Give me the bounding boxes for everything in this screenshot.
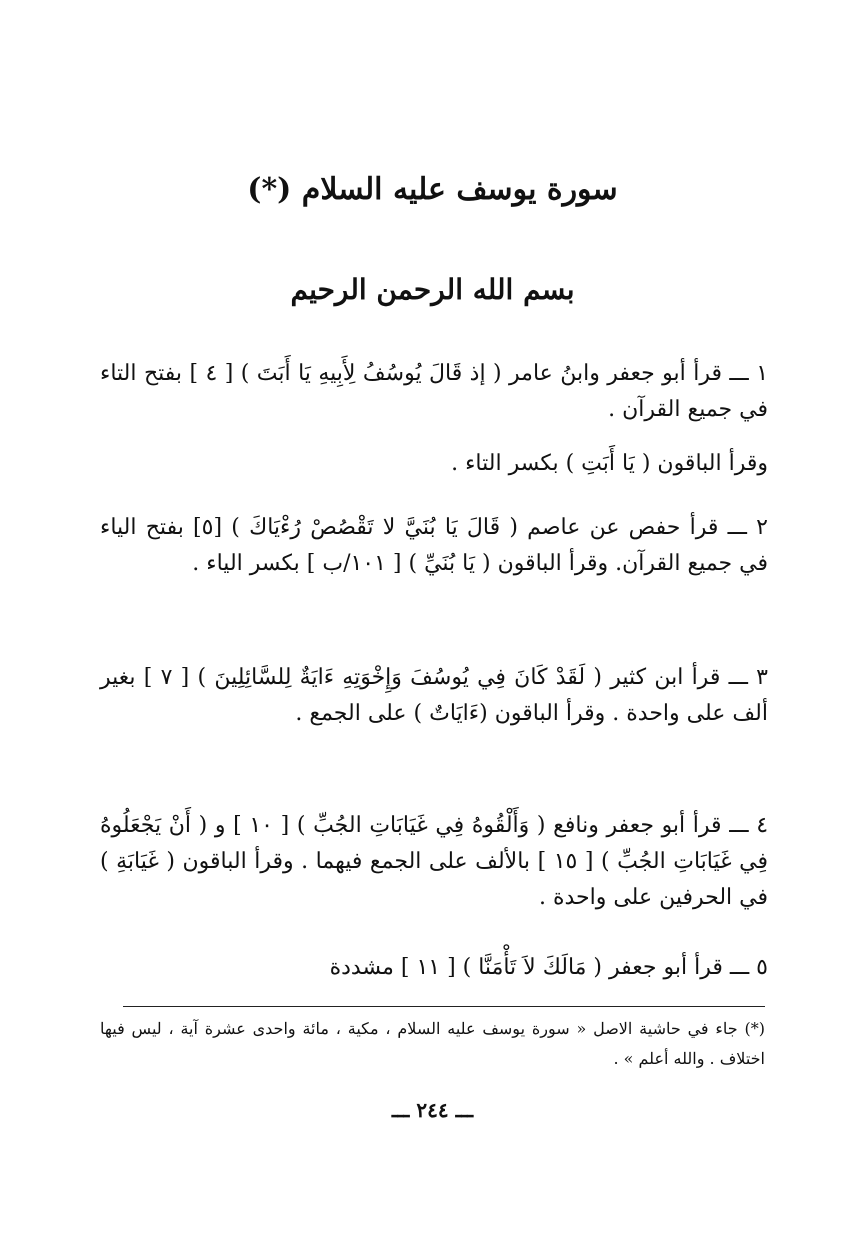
entry-text: ١ ـــ قرأ أبو جعفر وابنُ عامر ( إذ قَالَ يُوسُفُ لِأَبِيهِ يَا أَبَتَ ) [ ٤ ] بفتح التاء في جميع القرآن . <box>100 361 769 422</box>
basmala-heading: بسم الله الرحمن الرحيم <box>290 273 575 306</box>
footnote <box>100 1014 765 1074</box>
entry-1 <box>100 356 768 428</box>
surah-title: سورة يوسف عليه السلام (*) <box>247 172 618 207</box>
footnote-divider <box>123 1006 765 1007</box>
footnote-text: (*) جاء في حاشية الاصل « سورة يوسف عليه السلام ، مكية ، مائة واحدى عشرة آية ، ليس فيها اختلاف . والله أعلم » . <box>100 1019 765 1068</box>
entry-text: ٥ ـــ قرأ أبو جعفر ( مَالَكَ لاَ تَأْمَنَّا ) [ ١١ ] مشددة <box>329 955 768 980</box>
entry-text: وقرأ الباقون ( يَا أَبَتِ ) بكسر التاء . <box>451 451 768 476</box>
entry-5 <box>100 950 768 986</box>
entry-2 <box>100 510 768 582</box>
page-number: ـــ ٢٤٤ ـــ <box>391 1098 474 1122</box>
entry-4 <box>100 808 768 916</box>
entry-text: ٤ ـــ قرأ أبو جعفر ونافع ( وَأَلْقُوهُ فِي غَيَابَاتِ الجُبِّ ) [ ١٠ ] و ( أَنْ يَجْعَلُوهُ فِي غَيَابَاتِ الجُبِّ ) [ ١٥ ] بالألف على الجمع فيهما . وقرأ الباقون ( غَيَابَةِ ) في الحرفين على واحدة . <box>100 813 769 910</box>
entry-text: ٣ ـــ قرأ ابن كثير ( لَقَدْ كَانَ فِي يُوسُفَ وَإِخْوَتِهِ ءَايَةٌ لِلسَّائِلِينَ ) [ ٧ ] بغير ألف على واحدة . وقرأ الباقون (ءَايَاتٌ ) على الجمع . <box>100 665 768 726</box>
entry-text: ٢ ـــ قرأ حفص عن عاصم ( قَالَ يَا بُنَيَّ لا تَقْصُصْ رُءْيَاكَ ) [٥] بفتح الياء في جميع القرآن. وقرأ الباقون ( يَا بُنَيِّ ) [ ١٠١/ب ] بكسر الياء . <box>100 515 768 576</box>
entry-3 <box>100 660 768 732</box>
entry-1-continuation <box>100 446 768 482</box>
